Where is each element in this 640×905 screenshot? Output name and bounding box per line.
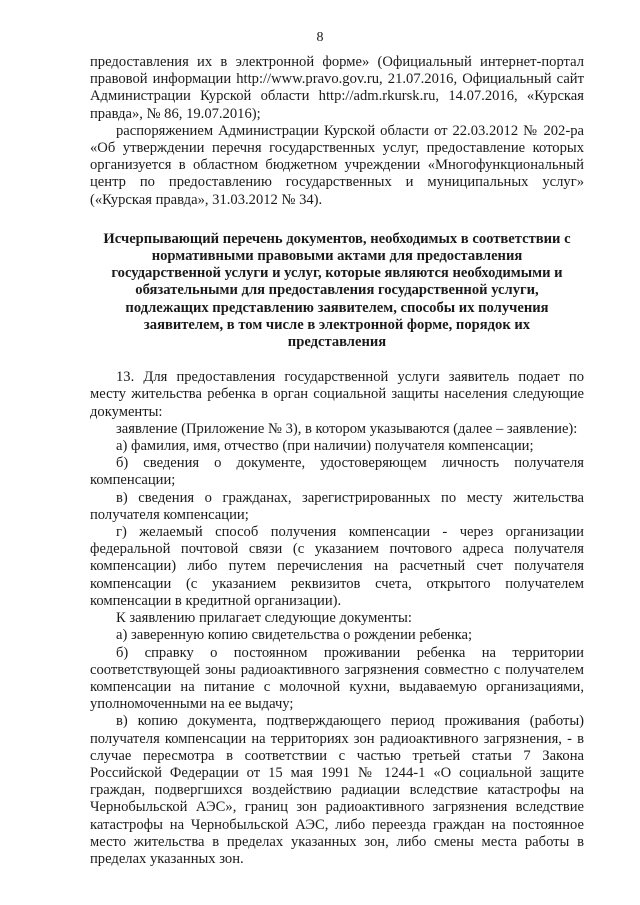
document-body [90,54,584,868]
section-heading: Исчерпывающий перечень документов, необходимых в соответствии с нормативными правовыми актами для предоставления государственной услуги и услуг, которые являются необходимыми и обязательными для предоставления государственной услуги, подлежащих представлению заявителем, способы их получения заявителем, в том числе в электронной форме, порядок их представления [103,230,571,351]
page-number: 8 [316,30,324,45]
list-item-b: б) сведения о документе, удостоверяющем личность получателя компенсации; [90,455,584,489]
list-item-a: а) фамилия, имя, отчество (при наличии) получателя компенсации; [116,438,534,455]
attachment-item-v: в) копию документа, подтверждающего период проживания (работы) получателя компенсации на территориях зон радиоактивного загрязнения, - в случае пересмотра в соответствии с частью третьей статьи 7 Закона Российской Федерации от 15 мая 1991 № 1244-1 «О социальной защите граждан, подвергшихся воздействию радиации вследствие катастрофы на Чернобыльской АЭС», границ зон радиоактивного загрязнения вследствие катастрофы на Чернобыльской АЭС, либо переезда граждан на постоянное место жительства в пределах указанных зон, либо смены места работы в пределах указанных зон. [90,713,584,867]
attachment-item-a: а) заверенную копию свидетельства о рождении ребенка; [116,627,473,644]
attachment-item-b: б) справку о постоянном проживании ребенка на территории соответствующей зоны радиоактивного загрязнения совместно с получателем компенсации на питание с молочной кухни, выдаваемую организациями, уполномоченными на ее выдачу; [90,644,584,713]
intro-paragraph-2: распоряжением Администрации Курской области от 22.03.2012 № 202-ра «Об утверждении перечня государственных услуг, предоставление которых организуется в областном бюджетном учреждении «Многофункциональный центр по предоставлению государственных и муниципальных услуг» («Курская правда», 31.03.2012 № 34). [90,122,584,208]
intro-paragraph-1: предоставления их в электронной форме» (Официальный интернет-портал правовой информации http://www.pravo.gov.ru, 21.07.2016, Официальный сайт Администрации Курской области http://adm.rkursk.ru, 14.07.2016, «Курская правда», № 86, 19.07.2016); [90,54,584,122]
paragraph-13: 13. Для предоставления государственной услуги заявитель подает по месту жительства ребенка в орган социальной защиты населения следующие документы: [90,369,584,420]
attachments-intro: К заявлению прилагает следующие документы: [116,610,412,627]
list-item-v: в) сведения о гражданах, зарегистрированных по месту жительства получателя компенсации; [90,489,584,523]
application-intro: заявление (Приложение № 3), в котором указываются (далее – заявление): [116,420,578,437]
list-item-g: г) желаемый способ получения компенсации - через организации федеральной почтовой связи (с указанием почтового адреса получателя компенсации) либо путем перечисления на расчетный счет получателя компенсации (с указанием реквизитов счета, открытого получателем компенсации в кредитной организации). [90,524,584,609]
